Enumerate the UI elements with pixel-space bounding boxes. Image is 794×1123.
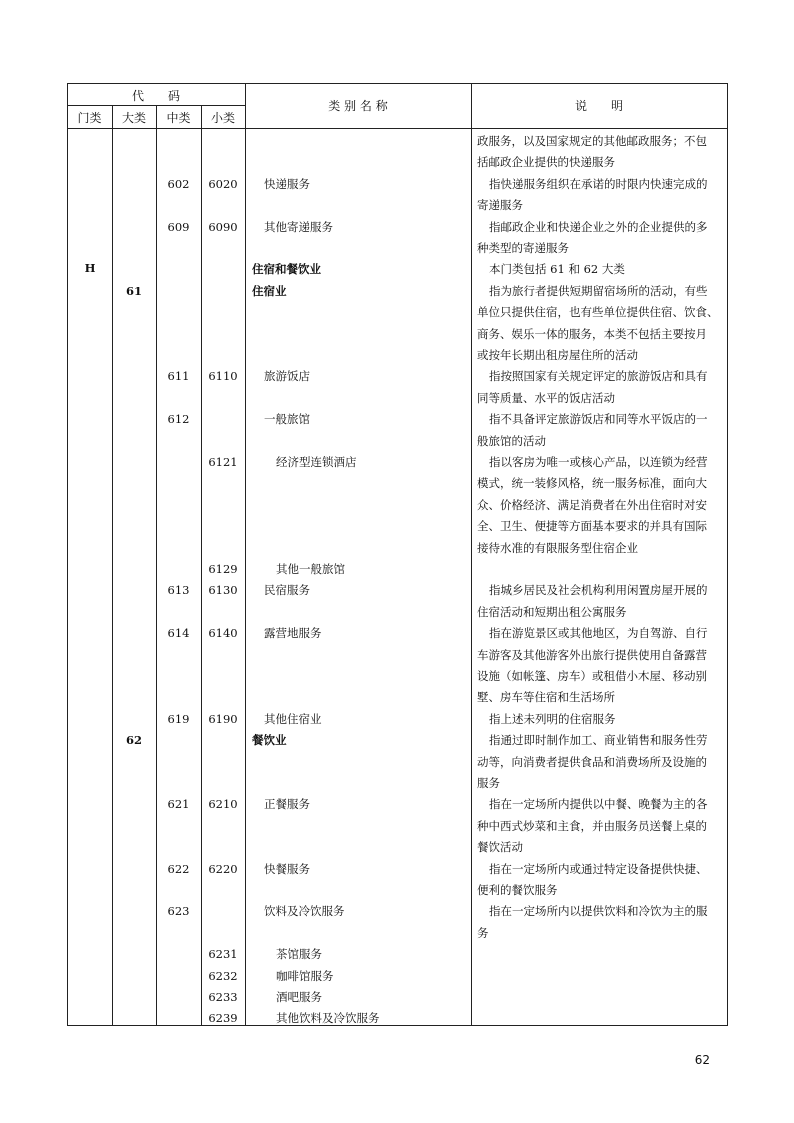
- minor-code: 6233: [208, 990, 238, 1004]
- page-number: 62: [694, 1053, 710, 1067]
- col-divider-door: [112, 105, 113, 1026]
- description-line: 指以客房为唯一或核心产品，以连锁为经营: [489, 455, 708, 469]
- category-name: 快餐服务: [264, 861, 310, 876]
- medium-code: 619: [167, 711, 190, 726]
- description-line: 指在游览景区或其他地区，为自驾游、自行: [489, 626, 708, 641]
- description-line: 服务: [477, 775, 500, 790]
- category-name: 住宿业: [252, 283, 287, 298]
- category-description: [477, 623, 722, 709]
- category-description: [477, 174, 722, 217]
- header-bottom-border: [67, 128, 727, 129]
- category-name: 一般旅馆: [264, 412, 310, 427]
- category-name: 露营地服务: [264, 626, 322, 641]
- medium-code: 622: [167, 861, 190, 876]
- category-name: 正餐服务: [264, 797, 310, 812]
- description-line: 指在一定场所内以提供饮料和冷饮为主的服: [489, 904, 708, 919]
- minor-code: 6129: [208, 562, 238, 576]
- category-name: 其他住宿业: [264, 711, 322, 726]
- minor-code: 6121: [208, 455, 238, 469]
- category-name: 其他饮料及冷饮服务: [276, 1011, 380, 1026]
- header-desc: 说 明: [574, 99, 623, 113]
- description-line: 全、卫生、便捷等方面基本要求的并具有国际: [477, 519, 707, 534]
- category-description: [477, 217, 722, 260]
- category-name: 其他寄递服务: [264, 219, 333, 234]
- category-description: [477, 366, 722, 409]
- description-line: 便利的餐饮服务: [477, 882, 558, 897]
- medium-code: 621: [167, 797, 190, 812]
- category-description: [477, 409, 722, 452]
- minor-code: 6220: [208, 861, 238, 876]
- col-divider-minor: [245, 83, 246, 1026]
- description-line: 寄递服务: [477, 198, 523, 213]
- medium-code: 614: [167, 626, 190, 641]
- col-divider-name: [471, 83, 472, 1026]
- minor-code: 6239: [208, 1011, 238, 1026]
- minor-code: 6190: [208, 711, 238, 726]
- description-line: 般旅馆的活动: [477, 433, 546, 448]
- description-line: 务: [477, 925, 489, 940]
- minor-code: 6232: [208, 968, 238, 983]
- description-line: 种中西式炒菜和主食，并由服务员送餐上桌的: [477, 818, 707, 833]
- minor-code: 6140: [208, 626, 238, 641]
- category-name: 其他一般旅馆: [276, 562, 345, 576]
- category-name: 民宿服务: [264, 583, 310, 598]
- category-description: [477, 580, 722, 623]
- category-name: 住宿和餐饮业: [252, 262, 321, 277]
- description-line: 指在一定场所内或通过特定设备提供快捷、: [489, 861, 708, 876]
- description-line: 指邮政企业和快递企业之外的企业提供的多: [489, 219, 708, 234]
- description-line: 车游客及其他游客外出旅行提供使用自备露营: [477, 647, 707, 662]
- description-line: 餐饮活动: [477, 840, 523, 855]
- description-line: 单位只提供住宿，也有些单位提供住宿、饮食、: [477, 305, 719, 320]
- description-line: 商务、娱乐一体的服务，本类不包括主要按月: [477, 326, 707, 341]
- category-name: 餐饮业: [252, 733, 287, 748]
- minor-code: 6231: [208, 947, 238, 962]
- category-description: [477, 452, 722, 559]
- table-bottom-border: [67, 1025, 727, 1026]
- category-description: [477, 131, 722, 174]
- col-divider-major: [156, 105, 157, 1026]
- medium-code: 602: [167, 176, 190, 191]
- description-line: 设施（如帐篷、房车）或租借小木屋、移动别: [477, 668, 707, 683]
- medium-code: 609: [167, 219, 190, 234]
- description-line: 指按照国家有关规定评定的旅游饭店和具有: [489, 369, 708, 384]
- category-description: [477, 859, 722, 902]
- description-line: 政服务，以及国家规定的其他邮政服务；不包: [477, 134, 707, 148]
- category-name: 旅游饭店: [264, 369, 310, 384]
- description-line: 或按年长期出租房屋住所的活动: [477, 347, 638, 362]
- description-line: 指不具备评定旅游饭店和同等水平饭店的一: [489, 412, 708, 427]
- description-line: 众、价格经济、满足消费者在外出住宿时对安: [477, 497, 707, 512]
- medium-code: 613: [167, 583, 190, 598]
- category-description: [477, 730, 722, 794]
- table-left-border: [67, 83, 68, 1026]
- header-code: 代 码: [131, 89, 180, 103]
- category-name: 饮料及冷饮服务: [264, 904, 345, 919]
- minor-code: 6130: [208, 583, 238, 598]
- medium-code: 611: [167, 369, 190, 384]
- category-name: 酒吧服务: [276, 990, 322, 1004]
- table-right-border: [727, 83, 728, 1026]
- header-name: 类 别 名 称: [328, 99, 388, 113]
- description-line: 同等质量、水平的饭店活动: [477, 390, 615, 405]
- category-name: 快递服务: [264, 176, 310, 191]
- category-description: [477, 281, 722, 367]
- major-code: 61: [125, 283, 142, 298]
- category-description: [477, 794, 722, 858]
- description-line: 指城乡居民及社会机构利用闲置房屋开展的: [489, 583, 708, 598]
- door-code: H: [84, 261, 96, 275]
- category-name: 咖啡馆服务: [276, 968, 334, 983]
- table-top-border: [67, 83, 727, 84]
- description-line: 指通过即时制作加工、商业销售和服务性劳: [489, 733, 708, 748]
- description-line: 指为旅行者提供短期留宿场所的活动，有些: [489, 283, 708, 298]
- category-name: 茶馆服务: [276, 947, 322, 962]
- header-major: 大类: [121, 111, 146, 125]
- medium-code: 623: [167, 904, 190, 919]
- description-line: 括邮政企业提供的快递服务: [477, 155, 615, 170]
- description-line: 接待水准的有限服务型住宿企业: [477, 540, 638, 555]
- category-description: [477, 709, 722, 730]
- description-line: 动等，向消费者提供食品和消费场所及设施的: [477, 754, 707, 769]
- header-minor: 小类: [210, 111, 235, 125]
- category-description: [477, 259, 722, 280]
- minor-code: 6020: [208, 176, 238, 191]
- description-line: 指快递服务组织在承诺的时限内快速完成的: [489, 176, 708, 191]
- minor-code: 6110: [208, 369, 238, 384]
- category-name: 经济型连锁酒店: [276, 455, 357, 469]
- header-medium: 中类: [166, 111, 191, 125]
- minor-code: 6090: [208, 219, 238, 234]
- category-description: [477, 901, 722, 944]
- description-line: 种类型的寄递服务: [477, 240, 569, 255]
- minor-code: 6210: [208, 797, 238, 812]
- description-line: 本门类包括 61 和 62 大类: [489, 262, 625, 277]
- description-line: 模式，统一装修风格，统一服务标准，面向大: [477, 476, 707, 491]
- medium-code: 612: [167, 412, 190, 427]
- header-door: 门类: [77, 111, 102, 125]
- description-line: 指在一定场所内提供以中餐、晚餐为主的各: [489, 797, 708, 812]
- description-line: 墅、房车等住宿和生活场所: [477, 690, 615, 705]
- major-code: 62: [125, 733, 142, 748]
- description-line: 住宿活动和短期出租公寓服务: [477, 604, 627, 619]
- description-line: 指上述未列明的住宿服务: [489, 711, 616, 726]
